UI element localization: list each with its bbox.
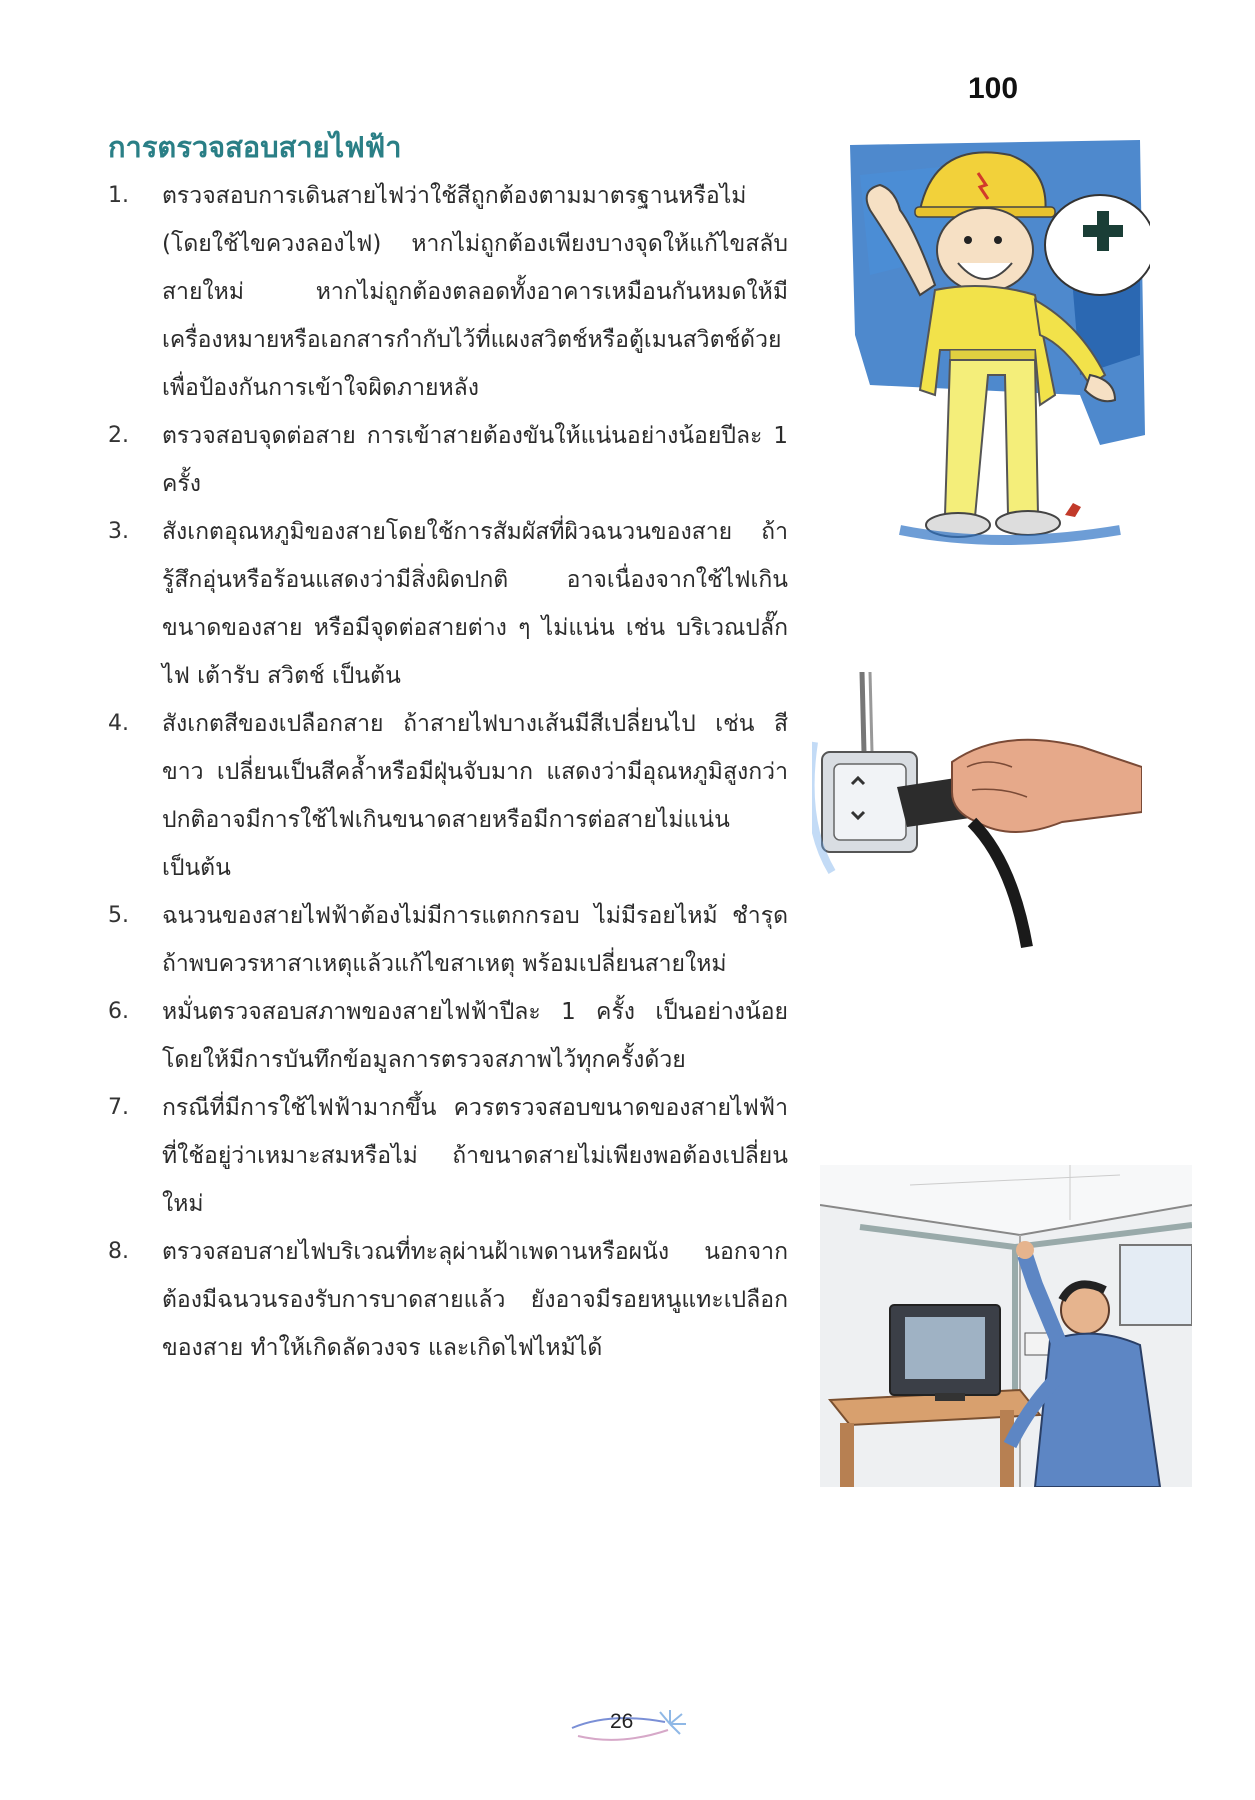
item-text: กรณีที่มีการใช้ไฟฟ้ามากขึ้น ควรตรวจสอบขนาดของสายไฟฟ้าที่ใช้อยู่ว่าเหมาะสมหรือไม่ ถ้าขนาดสายไม่เพียงพอต้องเปลี่ยนใหม่ — [162, 1095, 788, 1217]
item-number: 6. — [108, 999, 129, 1024]
item-text: ตรวจสอบการเดินสายไฟว่าใช้สีถูกต้องตามมาตรฐานหรือไม่ (โดยใช้ไขควงลองไฟ) หากไม่ถูกต้องเพียงบางจุดให้แก้ไขสลับสายใหม่ หากไม่ถูกต้องตลอดทั้งอาคารเหมือนกันหมดให้มีเครื่องหมายหรือเอกสารกำกับไว้ที่แผงสวิตช์หรือตู้เมนสวิตช์ด้วย เพื่อป้องกันการเข้าใจผิดภายหลัง — [162, 183, 788, 401]
item-text: สังเกตอุณหภูมิของสายโดยใช้การสัมผัสที่ผิวฉนวนของสาย ถ้ารู้สึกอุ่นหรือร้อนแสดงว่ามีสิ่งผิดปกติ อาจเนื่องจากใช้ไฟเกินขนาดของสาย หรือมีจุดต่อสายต่าง ๆ ไม่แน่น เช่น บริเวณปลั๊กไฟ เต้ารับ สวิตช์ เป็นต้น — [162, 519, 788, 689]
plug-in-outlet-icon — [812, 672, 1142, 952]
list-item — [108, 1228, 788, 1372]
list-item — [108, 508, 788, 700]
list-item — [108, 1084, 788, 1228]
item-text: หมั่นตรวจสอบสภาพของสายไฟฟ้าปีละ 1 ครั้ง เป็นอย่างน้อย โดยให้มีการบันทึกข้อมูลการตรวจสภาพไว้ทุกครั้งด้วย — [162, 999, 788, 1073]
list-item — [108, 988, 788, 1084]
item-text: สังเกตสีของเปลือกสาย ถ้าสายไฟบางเส้นมีสีเปลี่ยนไป เช่น สีขาว เปลี่ยนเป็นสีคล้ำหรือมีฝุ่นจับมาก แสดงว่ามีอุณหภูมิสูงกว่าปกติอาจมีการใช้ไฟเกินขนาดสายหรือมีการต่อสายไม่แน่น เป็นต้น — [162, 711, 788, 881]
man-pointing-ceiling-wire-icon — [820, 1165, 1192, 1487]
item-number: 4. — [108, 711, 129, 736]
item-number: 7. — [108, 1095, 129, 1120]
item-text: ฉนวนของสายไฟฟ้าต้องไม่มีการแตกกรอบ ไม่มีรอยไหม้ ชำรุด ถ้าพบควรหาสาเหตุแล้วแก้ไขสาเหตุ พร้อมเปลี่ยนสายใหม่ — [162, 903, 788, 977]
page-number: 100 — [968, 72, 1019, 105]
item-number: 5. — [108, 903, 129, 928]
page-footer — [570, 1706, 690, 1746]
footer-page-number: 26 — [610, 1710, 634, 1733]
list-item — [108, 412, 788, 508]
item-number: 8. — [108, 1239, 129, 1264]
item-number: 3. — [108, 519, 129, 544]
list-item — [108, 892, 788, 988]
item-text: ตรวจสอบสายไฟบริเวณที่ทะลุผ่านฝ้าเพดานหรือผนัง นอกจากต้องมีฉนวนรองรับการบาดสายแล้ว ยังอาจมีรอยหนูแทะเปลือกของสาย ทำให้เกิดลัดวงจร และเกิดไฟไหม้ได้ — [162, 1239, 788, 1361]
list-item — [108, 172, 788, 412]
section-title: การตรวจสอบสายไฟฟ้า — [108, 130, 402, 164]
item-text: ตรวจสอบจุดต่อสาย การเข้าสายต้องขันให้แน่นอย่างน้อยปีละ 1 ครั้ง — [162, 423, 788, 497]
item-number: 2. — [108, 423, 129, 448]
inspection-list — [108, 172, 788, 1372]
item-number: 1. — [108, 183, 129, 208]
electrician-cartoon-icon — [840, 135, 1150, 560]
list-item — [108, 700, 788, 892]
